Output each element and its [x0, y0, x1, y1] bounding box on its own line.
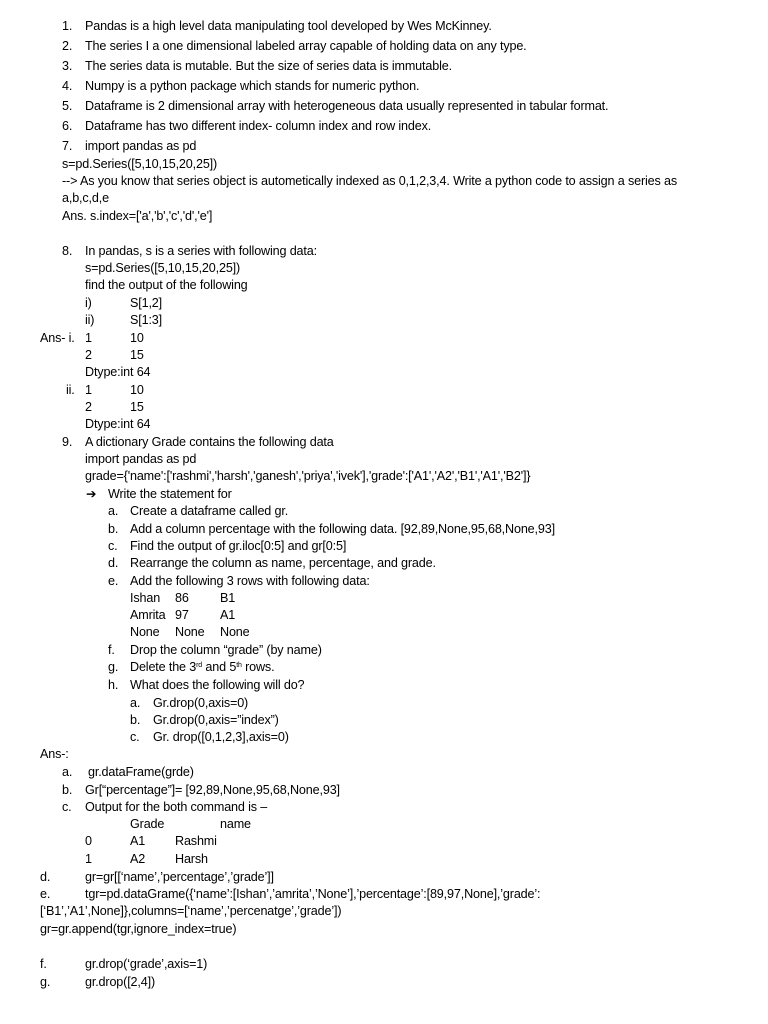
q9-import-line: import pandas as pd	[85, 452, 197, 466]
q9-item-text: Find the output of gr.iloc[0:5] and gr[0:5]	[130, 539, 347, 553]
table-header: Grade	[130, 817, 165, 831]
answer-continuation: gr=gr.append(tgr,ignore_index=true)	[40, 922, 237, 936]
q7-answer: Ans. s.index=['a','b','c','d','e']	[62, 209, 213, 223]
q8-sub-i-label: i)	[85, 296, 92, 310]
q8-number: 8.	[62, 244, 73, 258]
table-cell: 86	[175, 591, 189, 605]
q9-dictionary-line: grade={'name':['rashmi','harsh','ganesh','priya','ivek'],'grade':['A1','A2','B1','A1','B2']}	[85, 469, 531, 483]
table-cell: A1	[130, 834, 146, 848]
q8-instruction: find the output of the following	[85, 278, 248, 292]
q6-number: 6.	[62, 119, 73, 133]
q9-subitem-text: Gr.drop(0,axis=”index”)	[153, 713, 279, 727]
answer-text: Output for the both command is –	[85, 800, 268, 814]
q8-code-line: s=pd.Series([5,10,15,20,25])	[85, 261, 241, 275]
q9-item-text: What does the following will do?	[130, 678, 305, 692]
answer-label: g.	[40, 975, 51, 989]
q8-answer-ii-dtype: Dtype:int 64	[85, 417, 151, 431]
answer-label: f.	[40, 957, 47, 971]
q8-sub-ii-label: ii)	[85, 313, 95, 327]
q8-text: In pandas, s is a series with following data:	[85, 244, 317, 258]
q8-answer-ii-label: ii.	[66, 383, 75, 397]
q9-item-label: a.	[108, 504, 119, 518]
answer-text: gr=gr[[‘name’,’percentage’,’grade’]]	[85, 870, 274, 884]
table-cell: 1	[85, 852, 92, 866]
q7-code-line: s=pd.Series([5,10,15,20,25])	[62, 157, 218, 171]
q9-number: 9.	[62, 435, 73, 449]
q4-number: 4.	[62, 79, 73, 93]
q9-subitem-text: Gr. drop([0,1,2,3],axis=0)	[153, 730, 289, 744]
q4-text: Numpy is a python package which stands for numeric python.	[85, 79, 420, 93]
q9-item-label: g.	[108, 660, 119, 674]
table-cell: Harsh	[175, 852, 208, 866]
q3-text: The series data is mutable. But the size of series data is immutable.	[85, 59, 452, 73]
table-cell: None	[220, 625, 250, 639]
table-cell: Ishan	[130, 591, 161, 605]
q9-subitem-label: a.	[130, 696, 141, 710]
q9-item-text: Delete the 3rd and 5th rows.	[130, 660, 275, 674]
table-cell: 0	[85, 834, 92, 848]
table-cell: 10	[130, 383, 144, 397]
q9-item-label: e.	[108, 574, 119, 588]
answer-text: gr.dataFrame(grde)	[88, 765, 194, 779]
answer-text: Gr[“percentage”]= [92,89,None,95,68,None,93]	[85, 783, 340, 797]
answer-text: gr.drop(‘grade’,axis=1)	[85, 957, 208, 971]
q8-sub-i: S[1,2]	[130, 296, 163, 310]
q9-item-label: c.	[108, 539, 118, 553]
q6-text: Dataframe has two different index- column index and row index.	[85, 119, 432, 133]
q9-text: A dictionary Grade contains the following data	[85, 435, 334, 449]
q7-question-line: --> As you know that series object is autometically indexed as 0,1,2,3,4. Write a python code to assign a series as	[62, 174, 677, 188]
q8-sub-ii: S[1:3]	[130, 313, 163, 327]
q5-number: 5.	[62, 99, 73, 113]
q9-item-label: f.	[108, 643, 115, 657]
table-cell: 1	[85, 331, 92, 345]
q1-number: 1.	[62, 19, 73, 33]
answer-text: tgr=pd.dataGrame({‘name’:[Ishan’,’amrita’,’None’],’percentage’:[89,97,None],’grade’:	[85, 887, 541, 901]
q7-text: import pandas as pd	[85, 139, 197, 153]
answer-continuation: [‘B1’,’A1’,None]},columns=[‘name’,’percenatge’,’grade’])	[40, 904, 342, 918]
answers-heading: Ans-:	[40, 747, 69, 761]
table-cell: None	[130, 625, 160, 639]
table-cell: 1	[85, 383, 92, 397]
q8-answer-label: Ans- i.	[40, 331, 75, 345]
table-cell: A1	[220, 608, 236, 622]
q9-item-label: d.	[108, 556, 119, 570]
table-cell: 2	[85, 400, 92, 414]
q9-item-text: Add the following 3 rows with following data:	[130, 574, 370, 588]
table-cell: Amrita	[130, 608, 166, 622]
table-cell: A2	[130, 852, 146, 866]
q9-item-text: Drop the column “grade” (by name)	[130, 643, 322, 657]
table-cell: 97	[175, 608, 189, 622]
q7-question-line-2: a,b,c,d,e	[62, 191, 109, 205]
q5-text: Dataframe is 2 dimensional array with heterogeneous data usually represented in tabular format.	[85, 99, 609, 113]
table-cell: None	[175, 625, 205, 639]
answer-label: e.	[40, 887, 51, 901]
q3-number: 3.	[62, 59, 73, 73]
table-cell: 2	[85, 348, 92, 362]
arrow-icon: ➔	[86, 487, 97, 501]
table-cell: 10	[130, 331, 144, 345]
q9-item-text: Add a column percentage with the following data. [92,89,None,95,68,None,93]	[130, 522, 555, 536]
q2-number: 2.	[62, 39, 73, 53]
table-cell: Rashmi	[175, 834, 217, 848]
answer-label: b.	[62, 783, 73, 797]
q2-text: The series I a one dimensional labeled array capable of holding data on any type.	[85, 39, 527, 53]
q8-answer-i-dtype: Dtype:int 64	[85, 365, 151, 379]
q7-number: 7.	[62, 139, 73, 153]
table-cell: B1	[220, 591, 236, 605]
q9-item-label: b.	[108, 522, 119, 536]
q9-subitem-text: Gr.drop(0,axis=0)	[153, 696, 249, 710]
table-cell: 15	[130, 400, 144, 414]
q9-instruction: Write the statement for	[108, 487, 232, 501]
answer-label: a.	[62, 765, 73, 779]
table-cell: 15	[130, 348, 144, 362]
answer-text: gr.drop([2,4])	[85, 975, 156, 989]
answer-label: c.	[62, 800, 72, 814]
q1-text: Pandas is a high level data manipulating tool developed by Wes McKinney.	[85, 19, 492, 33]
q9-item-text: Rearrange the column as name, percentage, and grade.	[130, 556, 436, 570]
answer-label: d.	[40, 870, 51, 884]
q9-item-text: Create a dataframe called gr.	[130, 504, 289, 518]
q9-subitem-label: c.	[130, 730, 140, 744]
q9-item-label: h.	[108, 678, 119, 692]
table-header: name	[220, 817, 251, 831]
q9-subitem-label: b.	[130, 713, 141, 727]
